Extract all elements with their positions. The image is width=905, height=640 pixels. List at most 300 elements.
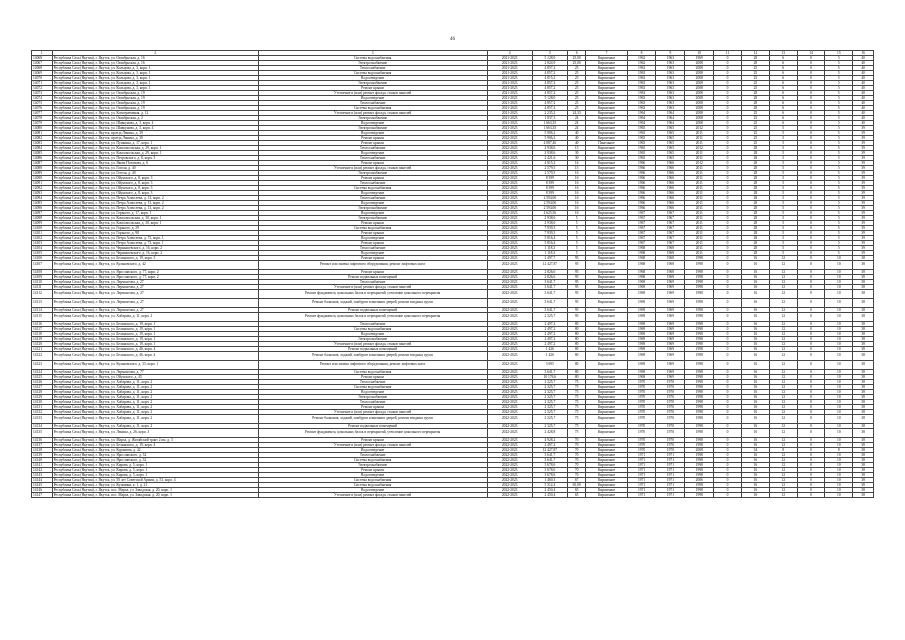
wear-cell: 25 xyxy=(567,96,586,101)
address-cell: Республика Саха (Якутия), г. Якутск, ул. Пушкина, д. 17, корп. 1 xyxy=(52,141,258,146)
wear-cell: 80 xyxy=(567,347,586,352)
wear-cell: 75 xyxy=(567,415,586,424)
value-cell: 0 xyxy=(714,146,742,151)
address-cell: Республика Саха (Якутия), г. Якутск, ул. Шавкунова, д. 3, корп. 4 xyxy=(52,121,258,126)
value-cell: 25 xyxy=(741,71,769,76)
wall-material-cell: Кирпичное xyxy=(586,66,627,71)
value-cell: 0 xyxy=(797,61,825,66)
work-type-cell: Водоотведение xyxy=(258,211,487,216)
year-cell: 1963 xyxy=(656,66,685,71)
period-cell: 2022-2023 xyxy=(487,226,532,231)
value-cell: 0 xyxy=(714,380,742,385)
row-id: 14145 xyxy=(32,483,53,488)
address-cell: Республика Саха (Якутия), г. Якутск, ул. Октябрьская, д. 19 xyxy=(52,91,258,96)
value-cell: 25 xyxy=(741,121,769,126)
address-cell: Республика Саха (Якутия), г. Якутск, ул. Гоголя, д. 40 xyxy=(52,166,258,171)
year-cell: 1965 xyxy=(627,126,656,131)
value-cell: 0 xyxy=(797,478,825,483)
address-cell: Республика Саха (Якутия), г. Якутск, ул. Лермонтова, д. 27 xyxy=(52,285,258,290)
row-id: 14112 xyxy=(32,290,53,299)
period-cell: 2021-2023 xyxy=(487,116,532,121)
wear-cell: 30 xyxy=(567,151,586,156)
period-cell: 2022-2023 xyxy=(487,231,532,236)
row-id: 14133 xyxy=(32,415,53,424)
row-id: 14130 xyxy=(32,400,53,405)
period-cell: 2022-2023 xyxy=(487,400,532,405)
area-cell: 10 176,6 xyxy=(532,375,567,380)
wall-material-cell: Кирпичное xyxy=(586,405,627,410)
year-cell: 1970 xyxy=(656,429,685,438)
year-cell: 1965 xyxy=(656,131,685,136)
period-cell: 2022-2023 xyxy=(487,468,532,473)
year-cell: 1968 xyxy=(656,256,685,261)
work-type-cell: Теплоснабжение xyxy=(258,156,487,161)
value-cell: 5 xyxy=(825,141,853,146)
row-id: 14106 xyxy=(32,256,53,261)
value-cell: 39 xyxy=(853,226,874,231)
address-cell: Республика Саха (Якутия), г. Якутск, ул. Комсомольская, д. 30, корп. 1 xyxy=(52,216,258,221)
period-cell: 2022-2023 xyxy=(487,171,532,176)
row-id: 14098 xyxy=(32,216,53,221)
value-cell: 0 xyxy=(797,56,825,61)
wall-material-cell: Кирпичное xyxy=(586,478,627,483)
wall-material-cell: Кирпичное xyxy=(586,191,627,196)
period-cell: 2022-2023 xyxy=(487,347,532,352)
row-id: 14115 xyxy=(32,313,53,322)
work-type-cell: Водоотведение xyxy=(258,236,487,241)
value-cell: 5 xyxy=(825,101,853,106)
value-cell: 0 xyxy=(797,106,825,111)
wall-material-cell: Кирпичное xyxy=(586,395,627,400)
value-cell: 12 xyxy=(769,313,797,322)
year-cell: 1969 xyxy=(656,370,685,375)
value-cell: 40 xyxy=(853,66,874,71)
value-cell: 10 xyxy=(825,415,853,424)
area-cell: 5 128,0 xyxy=(532,96,567,101)
value-cell: 12 xyxy=(769,380,797,385)
year-cell: 1966 xyxy=(656,176,685,181)
work-type-cell: Теплоснабжение xyxy=(258,400,487,405)
value-cell: 5 xyxy=(825,181,853,186)
wear-cell: 95 xyxy=(567,299,586,308)
address-cell: Республика Саха (Якутия), г. Якутск, ул. Ярославского, д. 32 xyxy=(52,453,258,458)
wear-cell: 25 xyxy=(567,101,586,106)
row-id: 14108 xyxy=(32,270,53,275)
work-type-cell: Теплоснабжение xyxy=(258,322,487,327)
wear-cell: 25 xyxy=(567,91,586,96)
area-cell: 2 325,7 xyxy=(532,415,567,424)
value-cell: 38 xyxy=(853,261,874,270)
work-type-cell: Ремонт балконов, лоджий, тамбуров и внешних дверей, ремонт входных групп xyxy=(258,299,487,308)
work-type-cell: Ремонт крыши xyxy=(258,438,487,443)
year-cell: 1966 xyxy=(656,186,685,191)
value-cell: 28 xyxy=(741,226,769,231)
value-cell: 8 xyxy=(769,448,797,453)
value-cell: 10 xyxy=(825,410,853,415)
row-id: 14146 xyxy=(32,488,53,493)
wear-cell: 16 xyxy=(567,181,586,186)
work-type-cell: Электроснабжение xyxy=(258,81,487,86)
value-cell: 12 xyxy=(769,415,797,424)
year-cell: 1966 xyxy=(627,206,656,211)
value-cell: 39 xyxy=(853,196,874,201)
year-cell: 2006 xyxy=(685,478,714,483)
value-cell: 0 xyxy=(797,375,825,380)
address-cell: Республика Саха (Якутия), г. Якутск, ул. Хабарова, д. 11, корп. 2 xyxy=(52,410,258,415)
column-header: 9 xyxy=(656,51,685,56)
row-id: 14087 xyxy=(32,161,53,166)
value-cell: 0 xyxy=(714,56,742,61)
value-cell: 0 xyxy=(797,216,825,221)
wall-material-cell: Кирпичное xyxy=(586,410,627,415)
work-type-cell: Ремонт балконов, лоджий, тамбуров и внешних дверей, ремонт входных групп xyxy=(258,415,487,424)
address-cell: Республика Саха (Якутия), г. Якутск, проезд Ленина, д. 39 xyxy=(52,136,258,141)
wear-cell: 75 xyxy=(567,390,586,395)
year-cell: 2011 xyxy=(685,186,714,191)
work-type-cell: Теплоснабжение xyxy=(258,146,487,151)
work-type-cell: Теплоснабжение xyxy=(258,380,487,385)
year-cell: 1970 xyxy=(656,390,685,395)
value-cell: 5 xyxy=(825,61,853,66)
address-cell: Республика Саха (Якутия), г. Якутск, ул. Петра Алексеева, д. 13, корп. 2 xyxy=(52,196,258,201)
year-cell: 1964 xyxy=(656,121,685,126)
period-cell: 2022-2023 xyxy=(487,478,532,483)
wall-material-cell: Кирпичное xyxy=(586,56,627,61)
period-cell: 2021-2023 xyxy=(487,71,532,76)
value-cell: 10 xyxy=(825,400,853,405)
value-cell: 0 xyxy=(797,181,825,186)
area-cell: 4 928,2 xyxy=(532,438,567,443)
value-cell: 28 xyxy=(741,186,769,191)
period-cell: 2022-2023 xyxy=(487,410,532,415)
year-cell: 1966 xyxy=(656,206,685,211)
year-cell: 2008 xyxy=(685,116,714,121)
row-id: 14139 xyxy=(32,453,53,458)
work-type-cell: Электроснабжение xyxy=(258,395,487,400)
value-cell: 39 xyxy=(853,216,874,221)
year-cell: 2011 xyxy=(685,176,714,181)
area-cell: 3 678,6 xyxy=(532,473,567,478)
address-cell: Республика Саха (Якутия), г. Якутск, ул. Горького, д. 98 xyxy=(52,231,258,236)
column-header: 5 xyxy=(532,51,567,56)
value-cell: 5 xyxy=(825,236,853,241)
wall-material-cell: Кирпичное xyxy=(586,261,627,270)
value-cell: 38 xyxy=(853,473,874,478)
period-cell: 2022-2023 xyxy=(487,261,532,270)
area-cell: 2 938,6 xyxy=(532,221,567,226)
value-cell: 39 xyxy=(853,186,874,191)
period-cell: 2022-2023 xyxy=(487,191,532,196)
row-id: 14085 xyxy=(32,151,53,156)
row-id: 14124 xyxy=(32,370,53,375)
value-cell: 39 xyxy=(853,251,874,256)
value-cell: 0 xyxy=(797,256,825,261)
row-id: 14068 xyxy=(32,56,53,61)
area-cell: 2 497,2 xyxy=(532,342,567,347)
period-cell: 2022-2023 xyxy=(487,176,532,181)
value-cell: 12 xyxy=(769,424,797,429)
period-cell: 2021-2023 xyxy=(487,126,532,131)
area-cell: 5 128,0 xyxy=(532,56,567,61)
area-cell: 1 663,35 xyxy=(532,126,567,131)
year-cell: 2011 xyxy=(685,196,714,201)
value-cell: 10 xyxy=(825,275,853,280)
value-cell: 0 xyxy=(797,231,825,236)
address-cell: Республика Саха (Якутия), г. Якутск, ул. Белинского, д. 19, корп. 1 xyxy=(52,327,258,332)
period-cell: 2022-2023 xyxy=(487,322,532,327)
area-cell: 3 641,7 xyxy=(532,308,567,313)
value-cell: 25 xyxy=(741,111,769,116)
value-cell: 10 xyxy=(825,443,853,448)
value-cell: 0 xyxy=(714,106,742,111)
value-cell: 0 xyxy=(797,405,825,410)
row-id: 14072 xyxy=(32,86,53,91)
value-cell: 0 xyxy=(797,166,825,171)
period-cell: 2022-2023 xyxy=(487,270,532,275)
work-type-cell: Ремонт подвальных помещений xyxy=(258,308,487,313)
value-cell: 0 xyxy=(714,251,742,256)
value-cell: 0 xyxy=(797,71,825,76)
area-cell: 1 118,3 xyxy=(532,251,567,256)
value-cell: 5 xyxy=(825,131,853,136)
wear-cell: 5 xyxy=(567,251,586,256)
address-cell: Республика Саха (Якутия), г. Якутск, ул. Лермонтова, д. 27 xyxy=(52,290,258,299)
value-cell: 5 xyxy=(825,221,853,226)
wall-material-cell: Кирпичное xyxy=(586,136,627,141)
year-cell: 1965 xyxy=(656,146,685,151)
area-cell: 3 641,7 xyxy=(532,290,567,299)
year-cell: 1968 xyxy=(627,256,656,261)
value-cell: 5 xyxy=(769,161,797,166)
value-cell: 38 xyxy=(853,322,874,327)
work-type-cell: Утепление и (или) ремонт фасада, стыков панелей xyxy=(258,166,487,171)
year-cell: 1963 xyxy=(656,96,685,101)
year-cell: 1969 xyxy=(627,308,656,313)
year-cell: 1967 xyxy=(627,231,656,236)
value-cell: 0 xyxy=(714,410,742,415)
row-id: 14111 xyxy=(32,285,53,290)
value-cell: 10 xyxy=(825,313,853,322)
row-id: 14142 xyxy=(32,468,53,473)
wall-material-cell: Кирпичное xyxy=(586,81,627,86)
value-cell: 16 xyxy=(741,468,769,473)
value-cell: 28 xyxy=(741,56,769,61)
row-id: 14092 xyxy=(32,186,53,191)
wear-cell: 95 xyxy=(567,313,586,322)
year-cell: 2011 xyxy=(685,221,714,226)
year-cell: 1969 xyxy=(627,299,656,308)
address-cell: Республика Саха (Якутия), г. Якутск, ул. Марха, д. Жатайский тракт 2 км, д. 3 xyxy=(52,438,258,443)
address-cell: Республика Саха (Якутия), г. Якутск, ул. Петра Алексеева, д. 73, корп. 1 xyxy=(52,236,258,241)
column-header: 11 xyxy=(714,51,742,56)
wall-material-cell: Кирпичное xyxy=(586,443,627,448)
value-cell: 0 xyxy=(714,463,742,468)
wear-cell: 70 xyxy=(567,453,586,458)
value-cell: 0 xyxy=(797,211,825,216)
address-cell: Республика Саха (Якутия), г. Якутск, ул. Октябрьская, д. 19 xyxy=(52,106,258,111)
value-cell: 0 xyxy=(714,81,742,86)
address-cell: Республика Саха (Якутия), г. Якутск, ул. Октябрьская, д. 19 xyxy=(52,96,258,101)
period-cell: 2022-2023 xyxy=(487,380,532,385)
value-cell: 0 xyxy=(797,226,825,231)
year-cell: 1971 xyxy=(656,493,685,498)
value-cell: 0 xyxy=(714,196,742,201)
year-cell: 1970 xyxy=(627,405,656,410)
year-cell: 1963 xyxy=(627,96,656,101)
period-cell: 2021-2023 xyxy=(487,76,532,81)
value-cell: 10 xyxy=(825,438,853,443)
wear-cell: 30 xyxy=(567,156,586,161)
year-cell: 2011 xyxy=(685,236,714,241)
wall-material-cell: Кирпичное xyxy=(586,91,627,96)
work-type-cell: Ремонт крыши xyxy=(258,221,487,226)
value-cell: 39 xyxy=(853,191,874,196)
work-type-cell: Водоотведение xyxy=(258,131,487,136)
value-cell: 0 xyxy=(797,458,825,463)
value-cell: 0 xyxy=(714,438,742,443)
value-cell: 5 xyxy=(825,126,853,131)
row-id: 14081 xyxy=(32,131,53,136)
value-cell: 5 xyxy=(769,246,797,251)
value-cell: 12 xyxy=(769,385,797,390)
wear-cell: 24,33 xyxy=(567,111,586,116)
wall-material-cell: Кирпичное xyxy=(586,458,627,463)
value-cell: 5 xyxy=(825,161,853,166)
year-cell: 1963 xyxy=(656,91,685,96)
value-cell: 5 xyxy=(825,76,853,81)
area-cell: 1 426 xyxy=(532,352,567,361)
value-cell: 5 xyxy=(769,126,797,131)
value-cell: 40 xyxy=(853,111,874,116)
value-cell: 38 xyxy=(853,453,874,458)
value-cell: 28 xyxy=(741,241,769,246)
value-cell: 6 xyxy=(769,76,797,81)
value-cell: 12 xyxy=(769,256,797,261)
area-cell: 2 325,7 xyxy=(532,405,567,410)
value-cell: 0 xyxy=(714,347,742,352)
value-cell: 39 xyxy=(853,151,874,156)
wear-cell: 95 xyxy=(567,308,586,313)
value-cell: 10 xyxy=(825,299,853,308)
value-cell: 5 xyxy=(769,176,797,181)
year-cell: 1969 xyxy=(656,337,685,342)
period-cell: 2022-2023 xyxy=(487,290,532,299)
address-cell: Республика Саха (Якутия), г. Якутск, ул. Кольцова, д. 3, корп. 1 xyxy=(52,81,258,86)
value-cell: 0 xyxy=(797,337,825,342)
value-cell: 16 xyxy=(741,275,769,280)
value-cell: 0 xyxy=(714,361,742,370)
value-cell: 0 xyxy=(797,111,825,116)
period-cell: 2022-2023 xyxy=(487,201,532,206)
address-cell: Республика Саха (Якутия), г. Якутск, ул. Хабарова, д. 11, корп. 2 xyxy=(52,313,258,322)
value-cell: 16 xyxy=(741,429,769,438)
year-cell: 1968 xyxy=(656,275,685,280)
row-id: 14137 xyxy=(32,443,53,448)
year-cell: 2011 xyxy=(685,201,714,206)
wear-cell: 75 xyxy=(567,380,586,385)
address-cell: Республика Саха (Якутия), г. Якутск, ул. 50 лет Советской Армии, д. 53, корп. 4 xyxy=(52,478,258,483)
value-cell: 5 xyxy=(769,226,797,231)
period-cell: 2022-2023 xyxy=(487,424,532,429)
wear-cell: 80 xyxy=(567,352,586,361)
wear-cell: 25 xyxy=(567,81,586,86)
value-cell: 10 xyxy=(825,453,853,458)
value-cell: 0 xyxy=(797,332,825,337)
year-cell: 1969 xyxy=(627,285,656,290)
year-cell: 1965 xyxy=(627,146,656,151)
work-type-cell: Теплоснабжение xyxy=(258,101,487,106)
year-cell: 1971 xyxy=(656,473,685,478)
wall-material-cell: Кирпичное xyxy=(586,211,627,216)
wear-cell: 40 xyxy=(567,141,586,146)
year-cell: 1998 xyxy=(685,347,714,352)
period-cell: 2022-2023 xyxy=(487,313,532,322)
area-cell: 2 497,7 xyxy=(532,256,567,261)
year-cell: 1971 xyxy=(656,453,685,458)
value-cell: 0 xyxy=(797,361,825,370)
column-header: 2 xyxy=(52,51,258,56)
value-cell: 12 xyxy=(769,342,797,347)
wall-material-cell: Кирпичное xyxy=(586,342,627,347)
period-cell: 2022-2023 xyxy=(487,275,532,280)
value-cell: 28 xyxy=(741,176,769,181)
address-cell: Республика Саха (Якутия), г. Якутск, ул. Белинского, д. 46, корп. 4 xyxy=(52,347,258,352)
value-cell: 0 xyxy=(714,261,742,270)
year-cell: 2011 xyxy=(685,141,714,146)
value-cell: 5 xyxy=(769,201,797,206)
table-row xyxy=(32,352,874,361)
value-cell: 0 xyxy=(797,101,825,106)
year-cell: 1998 xyxy=(685,332,714,337)
value-cell: 39 xyxy=(853,136,874,141)
value-cell: 0 xyxy=(714,337,742,342)
area-cell: 7 939,3 xyxy=(532,231,567,236)
value-cell: 0 xyxy=(714,101,742,106)
row-id: 14121 xyxy=(32,347,53,352)
value-cell: 28 xyxy=(741,161,769,166)
wear-cell: 16 xyxy=(567,206,586,211)
period-cell: 2022-2023 xyxy=(487,308,532,313)
value-cell: 5 xyxy=(825,171,853,176)
period-cell: 2022-2023 xyxy=(487,375,532,380)
value-cell: 40 xyxy=(853,71,874,76)
year-cell: 1962 xyxy=(627,56,656,61)
address-cell: Республика Саха (Якутия), г. Якутск, ул. Ойунского, д. 45 xyxy=(52,375,258,380)
value-cell: 16 xyxy=(741,380,769,385)
address-cell: Республика Саха (Якутия), г. Якутск, ул. Кирова, д. 5, корп. 1 xyxy=(52,463,258,468)
value-cell: 0 xyxy=(797,176,825,181)
value-cell: 38 xyxy=(853,478,874,483)
address-cell: Республика Саха (Якутия), г. Якутск, ул. Кирова, д. 5, корп. 1 xyxy=(52,473,258,478)
row-id: 14091 xyxy=(32,181,53,186)
wall-material-cell: Кирпичное xyxy=(586,116,627,121)
value-cell: 16 xyxy=(741,473,769,478)
period-cell: 2022-2023 xyxy=(487,390,532,395)
area-cell: 2 594,06 xyxy=(532,201,567,206)
address-cell: Республика Саха (Якутия), г. Якутск, ул. Кулаковского, д. 33, корп. 1 xyxy=(52,361,258,370)
year-cell: 1966 xyxy=(627,171,656,176)
year-cell: 1963 xyxy=(627,81,656,86)
area-cell: 5 695 xyxy=(532,361,567,370)
value-cell: 5 xyxy=(769,186,797,191)
wear-cell: 70 xyxy=(567,438,586,443)
value-cell: 16 xyxy=(741,313,769,322)
wall-material-cell: Кирпичное xyxy=(586,352,627,361)
work-type-cell: Система водоснабжения xyxy=(258,186,487,191)
value-cell: 38 xyxy=(853,380,874,385)
year-cell: 1963 xyxy=(656,56,685,61)
value-cell: 38 xyxy=(853,361,874,370)
